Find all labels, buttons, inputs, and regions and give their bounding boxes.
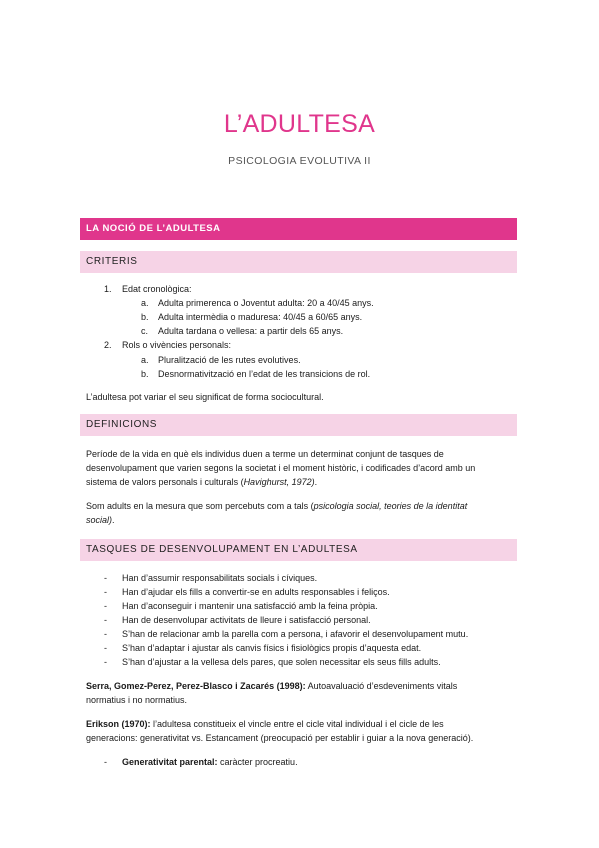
- sublist-item: Adulta intermèdia o maduresa: 40/45 a 60/65 anys.: [158, 312, 363, 322]
- definition-paragraph-line: [86, 476, 512, 489]
- sublist-mark: a.: [141, 355, 149, 365]
- citation-serra: Serra, Gomez-Perez, Perez-Blasco i Zacarés (1998):: [86, 681, 306, 691]
- text-run: sistema de valors personals i culturals (: [86, 477, 244, 487]
- text-run: Autoavaluació d’esdeveniments vitals: [305, 681, 458, 691]
- tasca-item: S’han d’ajustar a la vellesa dels pares, que solen necessitar els seus fills adults.: [122, 657, 441, 667]
- tasca-item: Han de desenvolupar activitats de lleure i satisfacció personal.: [122, 615, 371, 625]
- serra-paragraph-line: normatius i no normatius.: [86, 695, 188, 705]
- bullet-dash: -: [104, 573, 107, 583]
- definition-paragraph-line: desenvolupament que varien segons la societat i el moment històric, i codificades d’acord amb un: [86, 463, 476, 473]
- bullet-dash: -: [104, 601, 107, 611]
- tasca-item: Han d’aconseguir i mantenir una satisfacció amb la feina pròpia.: [122, 601, 378, 611]
- citation-havighurst: Havighurst, 1972): [243, 477, 315, 487]
- generativitat-item: [122, 756, 298, 769]
- definition-paragraph-2-line: [86, 514, 512, 527]
- sublist-item: Adulta tardana o vellesa: a partir dels 65 anys.: [158, 326, 344, 336]
- bullet-dash: -: [104, 657, 107, 667]
- definition-paragraph-2-line: [86, 500, 512, 513]
- erikson-paragraph-line: [86, 718, 512, 731]
- list-item-rols: Rols o vivències personals:: [122, 340, 232, 350]
- sublist-item: Pluralització de les rutes evolutives.: [158, 355, 301, 365]
- definition-paragraph-line: Període de la vida en què els individus duen a terme un determinat conjunt de tasques de: [86, 449, 444, 459]
- bullet-dash: -: [104, 629, 107, 639]
- subheading-criteris: CRITERIS: [80, 251, 517, 273]
- subheading-definicions: DEFINICIONS: [80, 414, 517, 436]
- erikson-paragraph-line: generacions: generativitat vs. Estancament (preocupació per establir i guiar a la nova generació).: [86, 733, 474, 743]
- text-run-italic: social): [86, 515, 113, 525]
- bullet-dash: -: [104, 587, 107, 597]
- sublist-mark: a.: [141, 298, 149, 308]
- text-run-italic: psicologia social, teories de la identitat: [313, 501, 468, 511]
- criteris-note: L’adultesa pot variar el seu significat de forma sociocultural.: [86, 392, 324, 402]
- text-run: l’adultesa constitueix el vincle entre el cicle vital individual i el cicle de les: [150, 719, 444, 729]
- bullet-dash: -: [104, 643, 107, 653]
- tasca-item: S’han d’adaptar i ajustar als canvis físics i fisiològics propis d’aquesta edat.: [122, 643, 422, 653]
- text-run: caràcter procreatiu.: [217, 757, 298, 767]
- sublist-item: Desnormativització en l’edat de les transicions de rol.: [158, 369, 371, 379]
- bullet-dash: -: [104, 615, 107, 625]
- text-run: Som adults en la mesura que som percebuts com a tals (: [86, 501, 314, 511]
- bullet-dash: -: [104, 757, 107, 767]
- sublist-mark: b.: [141, 369, 149, 379]
- tasca-item: Han d’assumir responsabilitats socials i cíviques.: [122, 573, 318, 583]
- term-generativitat: Generativitat parental:: [122, 757, 218, 767]
- list-number-2: 2.: [104, 340, 112, 350]
- subheading-tasques: TASQUES DE DESENVOLUPAMENT EN L’ADULTESA: [80, 539, 517, 561]
- citation-erikson: Erikson (1970):: [86, 719, 151, 729]
- tasca-item: Han d’ajudar els fills a convertir-se en adults responsables i feliços.: [122, 587, 390, 597]
- document-title: L’ADULTESA: [223, 110, 376, 138]
- serra-paragraph-line: [86, 680, 512, 693]
- tasca-item: S’han de relacionar amb la parella com a persona, i afavorir el desenvolupament mutu.: [122, 629, 469, 639]
- text-run: .: [314, 477, 318, 487]
- sublist-mark: b.: [141, 312, 149, 322]
- text-run: .: [112, 515, 115, 525]
- section-heading-nocio: LA NOCIÓ DE L’ADULTESA: [80, 218, 517, 240]
- list-number-1: 1.: [104, 284, 112, 294]
- sublist-mark: c.: [141, 326, 149, 336]
- sublist-item: Adulta primerenca o Joventut adulta: 20 a 40/45 anys.: [158, 298, 374, 308]
- document-subtitle: PSICOLOGIA EVOLUTIVA II: [228, 155, 371, 167]
- list-item-edat: Edat cronològica:: [122, 284, 192, 294]
